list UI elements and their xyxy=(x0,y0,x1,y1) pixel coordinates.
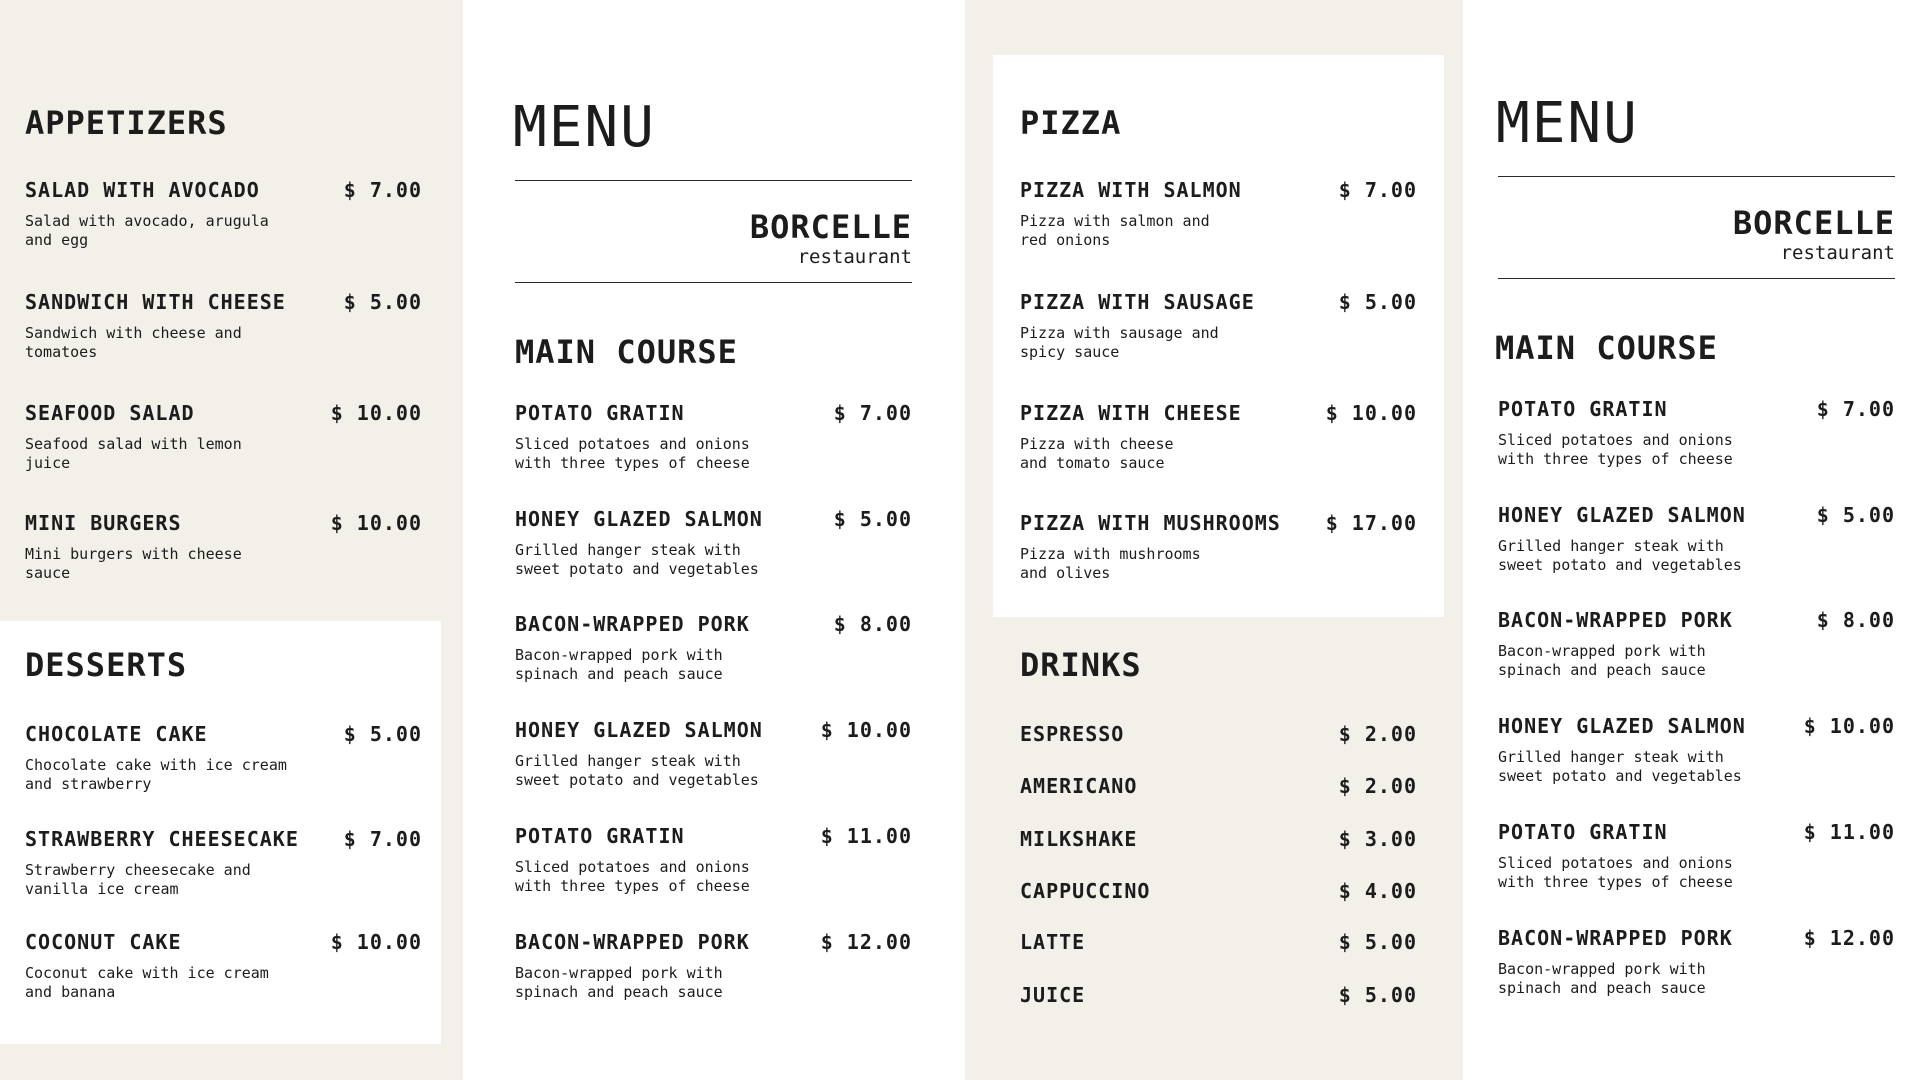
item-description: Strawberry cheesecake and vanilla ice cream xyxy=(25,861,251,898)
item-description: Pizza with salmon and red onions xyxy=(1020,212,1210,249)
drink-item xyxy=(1020,722,1417,748)
menu-item xyxy=(515,612,912,684)
item-description: Grilled hanger steak with sweet potato and vegetables xyxy=(515,541,759,578)
item-price: $ 7.00 xyxy=(343,178,422,202)
item-name: SEAFOOD SALAD xyxy=(25,401,195,425)
item-price: $ 12.00 xyxy=(1803,926,1895,950)
menu-item xyxy=(25,401,422,473)
item-name: COCONUT CAKE xyxy=(25,930,182,954)
item-name: POTATO GRATIN xyxy=(515,401,685,425)
divider xyxy=(1498,278,1895,279)
item-name: JUICE xyxy=(1020,983,1086,1007)
item-price: $ 5.00 xyxy=(343,290,422,314)
item-name: BACON-WRAPPED PORK xyxy=(1498,926,1733,950)
item-price: $ 11.00 xyxy=(820,824,912,848)
drink-item xyxy=(1020,983,1417,1009)
item-name: BACON-WRAPPED PORK xyxy=(515,612,750,636)
item-name: BACON-WRAPPED PORK xyxy=(515,930,750,954)
menu-item xyxy=(1020,401,1417,473)
item-description: Pizza with cheese and tomato sauce xyxy=(1020,435,1174,472)
item-price: $ 5.00 xyxy=(1338,290,1417,314)
item-name: PIZZA WITH CHEESE xyxy=(1020,401,1242,425)
main-course-heading: MAIN COURSE xyxy=(515,333,738,371)
main-course-heading: MAIN COURSE xyxy=(1495,329,1718,367)
menu-item xyxy=(1498,820,1895,892)
item-name: HONEY GLAZED SALMON xyxy=(515,507,763,531)
drink-item xyxy=(1020,827,1417,853)
item-price: $ 8.00 xyxy=(1816,608,1895,632)
item-description: Mini burgers with cheese sauce xyxy=(25,545,242,582)
item-description: Grilled hanger steak with sweet potato and vegetables xyxy=(1498,537,1742,574)
item-description: Sliced potatoes and onions with three types of cheese xyxy=(1498,431,1733,468)
item-price: $ 10.00 xyxy=(330,511,422,535)
drinks-heading: DRINKS xyxy=(1020,646,1142,684)
item-price: $ 10.00 xyxy=(330,401,422,425)
item-name: POTATO GRATIN xyxy=(1498,820,1668,844)
item-name: AMERICANO xyxy=(1020,774,1138,798)
divider xyxy=(515,180,912,181)
item-description: Sliced potatoes and onions with three types of cheese xyxy=(1498,854,1733,891)
menu-item xyxy=(1498,608,1895,680)
item-name: ESPRESSO xyxy=(1020,722,1125,746)
item-price: $ 2.00 xyxy=(1338,774,1417,798)
item-description: Grilled hanger steak with sweet potato and vegetables xyxy=(515,752,759,789)
item-price: $ 7.00 xyxy=(343,827,422,851)
item-name: MINI BURGERS xyxy=(25,511,182,535)
item-name: PIZZA WITH SALMON xyxy=(1020,178,1242,202)
item-name: POTATO GRATIN xyxy=(515,824,685,848)
item-description: Pizza with sausage and spicy sauce xyxy=(1020,324,1219,361)
item-price: $ 10.00 xyxy=(820,718,912,742)
menu-item xyxy=(1498,397,1895,469)
item-price: $ 11.00 xyxy=(1803,820,1895,844)
item-name: LATTE xyxy=(1020,930,1086,954)
item-price: $ 5.00 xyxy=(833,507,912,531)
pizza-heading: PIZZA xyxy=(1020,104,1122,142)
menu-item xyxy=(515,824,912,896)
menu-item xyxy=(25,511,422,583)
item-price: $ 10.00 xyxy=(1325,401,1417,425)
item-description: Sliced potatoes and onions with three types of cheese xyxy=(515,858,750,895)
item-name: CAPPUCCINO xyxy=(1020,879,1151,903)
item-description: Bacon-wrapped pork with spinach and peach sauce xyxy=(1498,960,1706,997)
item-price: $ 2.00 xyxy=(1338,722,1417,746)
item-name: HONEY GLAZED SALMON xyxy=(1498,503,1746,527)
menu-title: MENU xyxy=(1496,91,1639,156)
menu-item xyxy=(1498,714,1895,786)
item-description: Sliced potatoes and onions with three types of cheese xyxy=(515,435,750,472)
menu-item xyxy=(515,718,912,790)
divider xyxy=(515,282,912,283)
item-name: PIZZA WITH MUSHROOMS xyxy=(1020,511,1281,535)
item-price: $ 7.00 xyxy=(833,401,912,425)
desserts-heading: DESSERTS xyxy=(25,646,188,684)
item-name: HONEY GLAZED SALMON xyxy=(1498,714,1746,738)
item-description: Bacon-wrapped pork with spinach and peach sauce xyxy=(515,964,723,1001)
menu-item xyxy=(1020,511,1417,583)
item-name: PIZZA WITH SAUSAGE xyxy=(1020,290,1255,314)
item-description: Seafood salad with lemon juice xyxy=(25,435,242,472)
menu-item xyxy=(25,827,422,899)
item-description: Bacon-wrapped pork with spinach and peach sauce xyxy=(1498,642,1706,679)
drink-item xyxy=(1020,774,1417,800)
item-name: BACON-WRAPPED PORK xyxy=(1498,608,1733,632)
item-price: $ 12.00 xyxy=(820,930,912,954)
item-price: $ 7.00 xyxy=(1338,178,1417,202)
menu-item xyxy=(1498,503,1895,575)
menu-item xyxy=(1020,178,1417,250)
drink-item xyxy=(1020,930,1417,956)
menu-item xyxy=(515,930,912,1002)
item-description: Salad with avocado, arugula and egg xyxy=(25,212,269,249)
item-price: $ 5.00 xyxy=(1816,503,1895,527)
item-price: $ 5.00 xyxy=(1338,930,1417,954)
item-price: $ 10.00 xyxy=(1803,714,1895,738)
item-description: Chocolate cake with ice cream and strawberry xyxy=(25,756,287,793)
item-price: $ 4.00 xyxy=(1338,879,1417,903)
item-price: $ 8.00 xyxy=(833,612,912,636)
item-price: $ 10.00 xyxy=(330,930,422,954)
item-description: Pizza with mushrooms and olives xyxy=(1020,545,1201,582)
menu-item xyxy=(25,290,422,362)
menu-item xyxy=(25,930,422,1002)
item-name: SANDWICH WITH CHEESE xyxy=(25,290,286,314)
item-price: $ 3.00 xyxy=(1338,827,1417,851)
drink-item xyxy=(1020,879,1417,905)
item-description: Sandwich with cheese and tomatoes xyxy=(25,324,242,361)
item-name: MILKSHAKE xyxy=(1020,827,1138,851)
brand-name: BORCELLE xyxy=(1732,204,1895,242)
item-name: SALAD WITH AVOCADO xyxy=(25,178,260,202)
menu-item xyxy=(515,507,912,579)
item-name: POTATO GRATIN xyxy=(1498,397,1668,421)
brand-name: BORCELLE xyxy=(749,208,912,246)
item-price: $ 5.00 xyxy=(1338,983,1417,1007)
menu-item xyxy=(25,722,422,794)
menu-item xyxy=(1498,926,1895,998)
menu-title: MENU xyxy=(513,95,656,160)
divider xyxy=(1498,176,1895,177)
item-description: Coconut cake with ice cream and banana xyxy=(25,964,269,1001)
menu-item xyxy=(515,401,912,473)
appetizers-heading: APPETIZERS xyxy=(25,104,228,142)
brand-subtitle: restaurant xyxy=(797,246,912,268)
brand-subtitle: restaurant xyxy=(1780,242,1895,264)
item-price: $ 7.00 xyxy=(1816,397,1895,421)
item-price: $ 17.00 xyxy=(1325,511,1417,535)
item-name: CHOCOLATE CAKE xyxy=(25,722,208,746)
menu-item xyxy=(1020,290,1417,362)
item-price: $ 5.00 xyxy=(343,722,422,746)
item-name: STRAWBERRY CHEESECAKE xyxy=(25,827,299,851)
item-description: Grilled hanger steak with sweet potato and vegetables xyxy=(1498,748,1742,785)
item-name: HONEY GLAZED SALMON xyxy=(515,718,763,742)
item-description: Bacon-wrapped pork with spinach and peach sauce xyxy=(515,646,723,683)
menu-item xyxy=(25,178,422,250)
